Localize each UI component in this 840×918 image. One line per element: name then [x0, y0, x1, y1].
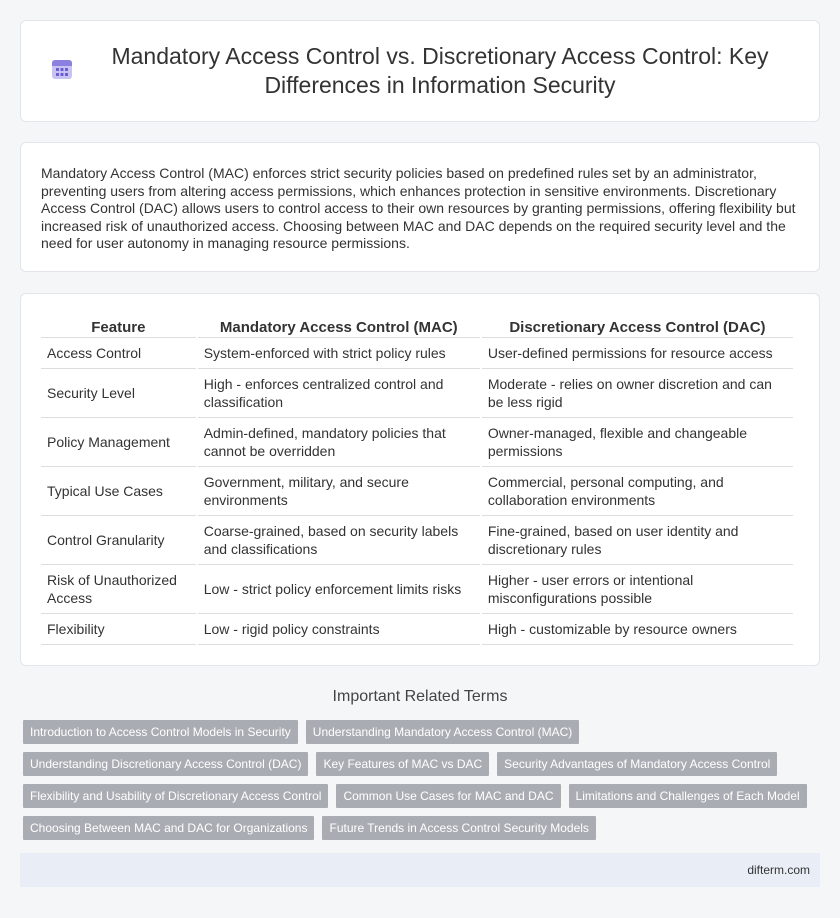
feature-cell: Risk of Unauthorized Access — [41, 565, 196, 614]
feature-cell: Typical Use Cases — [41, 467, 196, 516]
mac-cell: Admin-defined, mandatory policies that cannot be overridden — [198, 418, 480, 467]
comparison-table — [39, 316, 795, 645]
page-title: Mandatory Access Control vs. Discretionary Access Control: Key Differences in Information Security — [111, 43, 769, 98]
table-row — [41, 467, 793, 516]
table-row — [41, 565, 793, 614]
dac-cell: High - customizable by resource owners — [482, 614, 793, 645]
header-feature: Feature — [41, 316, 196, 338]
table-row — [41, 614, 793, 645]
related-tag[interactable]: Understanding Mandatory Access Control (MAC) — [306, 720, 579, 744]
title-wrap — [50, 42, 790, 100]
table-row — [41, 369, 793, 418]
mac-cell: System-enforced with strict policy rules — [198, 338, 480, 369]
feature-cell: Control Granularity — [41, 516, 196, 565]
related-tag[interactable]: Key Features of MAC vs DAC — [316, 752, 489, 776]
related-tag[interactable]: Understanding Discretionary Access Control (DAC) — [23, 752, 308, 776]
dac-cell: Commercial, personal computing, and collaboration environments — [482, 467, 793, 516]
related-tags — [23, 720, 820, 840]
header-dac: Discretionary Access Control (DAC) — [482, 316, 793, 338]
footer-site-link[interactable]: difterm.com — [747, 863, 810, 877]
related-tag[interactable]: Flexibility and Usability of Discretionary Access Control — [23, 784, 328, 808]
mac-cell: High - enforces centralized control and classification — [198, 369, 480, 418]
title-card — [20, 20, 820, 122]
mac-cell: Coarse-grained, based on security labels and classifications — [198, 516, 480, 565]
dac-cell: Higher - user errors or intentional misconfigurations possible — [482, 565, 793, 614]
table-row — [41, 338, 793, 369]
feature-cell: Access Control — [41, 338, 196, 369]
mac-cell: Low - rigid policy constraints — [198, 614, 480, 645]
comparison-card — [20, 293, 820, 666]
table-row — [41, 418, 793, 467]
dac-cell: User-defined permissions for resource access — [482, 338, 793, 369]
related-tag[interactable]: Choosing Between MAC and DAC for Organizations — [23, 816, 314, 840]
dac-cell: Moderate - relies on owner discretion and can be less rigid — [482, 369, 793, 418]
table-row — [41, 516, 793, 565]
related-tag[interactable]: Limitations and Challenges of Each Model — [569, 784, 807, 808]
footer — [20, 853, 820, 887]
header-mac: Mandatory Access Control (MAC) — [198, 316, 480, 338]
related-terms-title: Important Related Terms — [332, 688, 508, 705]
intro-text: Mandatory Access Control (MAC) enforces strict security policies based on predefined rules set by an administrator, preventing users from altering access permissions, which enhances protection in sensitive environments. Discretionary Access Control (DAC) allows users to control access to their own resources by granting permissions, offering flexibility but increased risk of unauthorized access. Choosing between MAC and DAC depends on the required security level and the need for user autonomy in managing resource permissions. — [41, 165, 796, 251]
mac-cell: Government, military, and secure environments — [198, 467, 480, 516]
intro-card — [20, 142, 820, 272]
related-tag[interactable]: Common Use Cases for MAC and DAC — [336, 784, 560, 808]
mac-cell: Low - strict policy enforcement limits risks — [198, 565, 480, 614]
feature-cell: Policy Management — [41, 418, 196, 467]
feature-cell: Security Level — [41, 369, 196, 418]
related-tag[interactable]: Security Advantages of Mandatory Access Control — [497, 752, 777, 776]
dac-cell: Fine-grained, based on user identity and discretionary rules — [482, 516, 793, 565]
dac-cell: Owner-managed, flexible and changeable permissions — [482, 418, 793, 467]
calendar-icon — [50, 57, 74, 81]
related-tag[interactable]: Introduction to Access Control Models in Security — [23, 720, 298, 744]
table-header-row — [41, 316, 793, 338]
feature-cell: Flexibility — [41, 614, 196, 645]
related-tag[interactable]: Future Trends in Access Control Security Models — [322, 816, 595, 840]
